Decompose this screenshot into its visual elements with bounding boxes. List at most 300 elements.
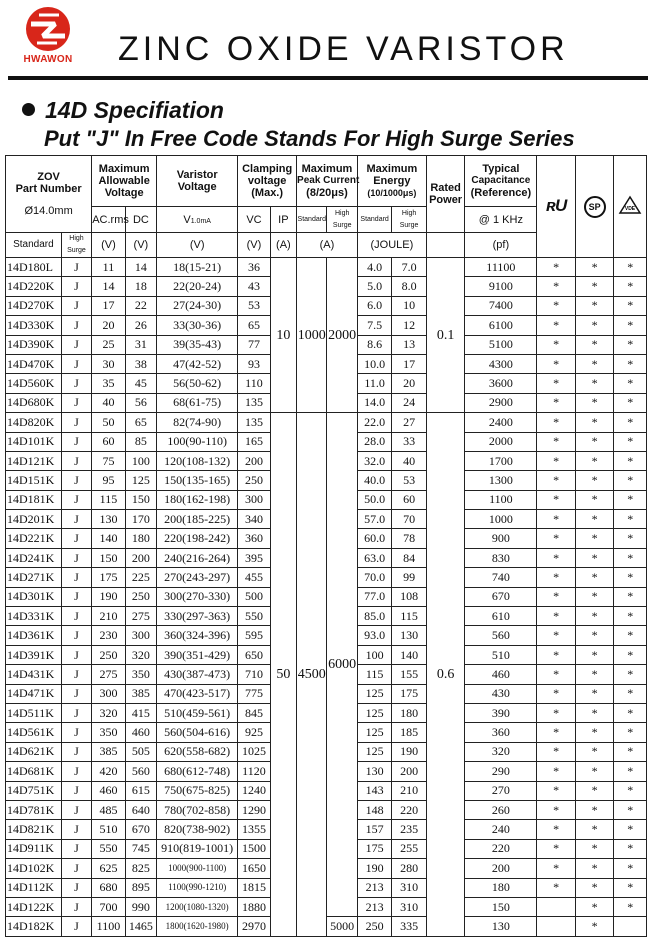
cell-cert-csa: * <box>575 296 614 315</box>
header-vc: VC <box>238 207 270 233</box>
cell-energy-high: 220 <box>392 800 426 819</box>
cell-part-number: 14D781K <box>6 800 62 819</box>
cell-part-number: 14D182K <box>6 917 62 936</box>
cell-capacitance: 2400 <box>465 413 537 432</box>
header-max-voltage-l2: Allowable <box>98 175 150 187</box>
cell-cert-csa: * <box>575 432 614 451</box>
cell-dc: 415 <box>125 703 156 722</box>
cell-peak-high: 5000 <box>327 917 357 936</box>
cell-cert-ul: * <box>537 762 576 781</box>
header-part-number-label: Part Number <box>15 183 82 195</box>
cell-energy-high: 210 <box>392 781 426 800</box>
unit-ac: (V) <box>92 233 125 258</box>
cell-capacitance: 3600 <box>465 374 537 393</box>
bullet-icon <box>22 103 35 116</box>
cell-cert-csa: * <box>575 510 614 529</box>
cell-capacitance: 270 <box>465 781 537 800</box>
cell-vc: 43 <box>238 277 270 296</box>
cell-capacitance: 560 <box>465 626 537 645</box>
cell-high-surge-code: J <box>61 839 91 858</box>
header-energy-high-l2: Surge <box>399 221 419 229</box>
cell-cert-vde: * <box>614 393 647 412</box>
cell-energy-high: 280 <box>392 859 426 878</box>
cell-varistor-voltage: 820(738-902) <box>157 820 238 839</box>
cell-ac-rms: 35 <box>92 374 125 393</box>
cell-cert-vde: * <box>614 568 647 587</box>
unit-capacitance: (pf) <box>465 233 537 258</box>
cell-cert-ul: * <box>537 684 576 703</box>
cell-energy-standard: 148 <box>357 800 391 819</box>
cell-capacitance: 610 <box>465 607 537 626</box>
cell-ac-rms: 115 <box>92 490 125 509</box>
cell-energy-high: 108 <box>392 587 426 606</box>
cell-capacitance: 130 <box>465 917 537 936</box>
cell-energy-high: 10 <box>392 296 426 315</box>
cell-part-number: 14D180L <box>6 258 62 277</box>
cell-high-surge-code: J <box>61 645 91 664</box>
header-peak-l3: (8/20μs) <box>306 187 348 199</box>
cell-ac-rms: 420 <box>92 762 125 781</box>
cell-energy-high: 12 <box>392 316 426 335</box>
cell-dc: 31 <box>125 335 156 354</box>
cell-cert-csa: * <box>575 354 614 373</box>
cell-high-surge-code: J <box>61 316 91 335</box>
cell-dc: 385 <box>125 684 156 703</box>
cell-part-number: 14D330K <box>6 316 62 335</box>
cell-cert-vde: * <box>614 413 647 432</box>
header-energy-high <box>392 207 426 233</box>
cell-vc: 595 <box>238 626 270 645</box>
cell-energy-standard: 5.0 <box>357 277 391 296</box>
cell-cert-csa: * <box>575 277 614 296</box>
cell-capacitance: 200 <box>465 859 537 878</box>
cell-energy-high: 20 <box>392 374 426 393</box>
cell-cert-ul: * <box>537 626 576 645</box>
header-varistor-voltage <box>157 156 238 207</box>
cell-capacitance: 2000 <box>465 432 537 451</box>
unit-dc: (V) <box>125 233 156 258</box>
cell-ac-rms: 95 <box>92 471 125 490</box>
cell-vc: 200 <box>238 451 270 470</box>
cell-cert-ul: * <box>537 510 576 529</box>
cell-ac-rms: 14 <box>92 277 125 296</box>
cell-cert-vde: * <box>614 645 647 664</box>
cell-part-number: 14D820K <box>6 413 62 432</box>
cell-varistor-voltage: 1100(990-1210) <box>157 878 238 897</box>
header-energy-standard: Standard <box>357 207 391 233</box>
vde-cert-icon <box>618 195 642 215</box>
cell-cert-ul: * <box>537 296 576 315</box>
cell-part-number: 14D221K <box>6 529 62 548</box>
cell-cert-csa: * <box>575 413 614 432</box>
cell-vc: 36 <box>238 258 270 277</box>
cell-energy-high: 78 <box>392 529 426 548</box>
cell-high-surge-code: J <box>61 878 91 897</box>
cell-cert-vde: * <box>614 742 647 761</box>
cell-dc: 670 <box>125 820 156 839</box>
cell-ac-rms: 25 <box>92 335 125 354</box>
cell-high-surge-code: J <box>61 859 91 878</box>
cell-ac-rms: 320 <box>92 703 125 722</box>
cell-cert-csa: * <box>575 800 614 819</box>
cell-capacitance: 2900 <box>465 393 537 412</box>
cell-cert-ul: * <box>537 723 576 742</box>
cell-vc: 1815 <box>238 878 270 897</box>
cell-high-surge-code: J <box>61 762 91 781</box>
header-clamping-l3: (Max.) <box>251 187 284 199</box>
cell-varistor-voltage: 750(675-825) <box>157 781 238 800</box>
header-max-voltage-l3: Voltage <box>104 187 144 199</box>
cell-cert-vde: * <box>614 859 647 878</box>
cell-dc: 895 <box>125 878 156 897</box>
cell-cert-ul: * <box>537 471 576 490</box>
cell-energy-high: 84 <box>392 548 426 567</box>
cell-cert-csa: * <box>575 781 614 800</box>
cell-high-surge-code: J <box>61 568 91 587</box>
header-peak-high-l2: Surge <box>332 221 352 229</box>
cell-capacitance: 740 <box>465 568 537 587</box>
cell-high-surge-code: J <box>61 471 91 490</box>
cell-vc: 1880 <box>238 897 270 916</box>
cell-varistor-voltage: 620(558-682) <box>157 742 238 761</box>
cell-capacitance: 320 <box>465 742 537 761</box>
header-v1ma-v: V <box>183 213 191 226</box>
cell-dc: 18 <box>125 277 156 296</box>
cell-cert-vde: * <box>614 820 647 839</box>
cell-energy-standard: 28.0 <box>357 432 391 451</box>
cell-high-surge-code: J <box>61 510 91 529</box>
cell-part-number: 14D390K <box>6 335 62 354</box>
cell-cert-vde: * <box>614 277 647 296</box>
cell-ac-rms: 40 <box>92 393 125 412</box>
cell-capacitance: 460 <box>465 665 537 684</box>
header-peak-high-l1: High <box>334 209 350 217</box>
cell-varistor-voltage: 120(108-132) <box>157 451 238 470</box>
cell-cert-vde: * <box>614 335 647 354</box>
cell-energy-high: 24 <box>392 393 426 412</box>
brand-logo <box>6 6 90 72</box>
cell-high-surge-code: J <box>61 277 91 296</box>
cell-peak-standard: 1000 <box>297 258 327 413</box>
unit-varistor: (V) <box>157 233 238 258</box>
cell-energy-high: 200 <box>392 762 426 781</box>
cell-ac-rms: 250 <box>92 645 125 664</box>
cell-ac-rms: 700 <box>92 897 125 916</box>
header-v1ma-sub: 1.0mA <box>190 217 211 225</box>
cell-ac-rms: 75 <box>92 451 125 470</box>
header-varistor-l1: Varistor <box>176 169 218 181</box>
cell-high-surge-code: J <box>61 451 91 470</box>
spec-title <box>22 97 224 124</box>
cell-varistor-voltage: 510(459-561) <box>157 703 238 722</box>
cell-cert-ul: * <box>537 335 576 354</box>
header-ip: IP <box>270 207 296 233</box>
cell-part-number: 14D151K <box>6 471 62 490</box>
cell-ac-rms: 300 <box>92 684 125 703</box>
cell-high-surge-code: J <box>61 665 91 684</box>
cell-dc: 180 <box>125 529 156 548</box>
cell-cert-vde: * <box>614 316 647 335</box>
cell-high-surge-code: J <box>61 413 91 432</box>
cell-varistor-voltage: 910(819-1001) <box>157 839 238 858</box>
cell-vc: 53 <box>238 296 270 315</box>
cell-high-surge-code: J <box>61 354 91 373</box>
cell-cert-ul: * <box>537 878 576 897</box>
header-ac-rms: AC.rms <box>92 207 125 233</box>
header-energy-l3: (10/1000μs) <box>367 188 417 198</box>
cell-dc: 615 <box>125 781 156 800</box>
cell-capacitance: 670 <box>465 587 537 606</box>
cell-dc: 85 <box>125 432 156 451</box>
cell-dc: 745 <box>125 839 156 858</box>
cell-cert-ul: * <box>537 820 576 839</box>
cell-varistor-voltage: 1000(900-1100) <box>157 859 238 878</box>
cell-energy-high: 7.0 <box>392 258 426 277</box>
cell-cert-ul: * <box>537 413 576 432</box>
cell-ac-rms: 60 <box>92 432 125 451</box>
cell-part-number: 14D181K <box>6 490 62 509</box>
cell-high-surge-code: J <box>61 820 91 839</box>
cell-cert-csa: * <box>575 762 614 781</box>
cell-energy-high: 155 <box>392 665 426 684</box>
cell-high-surge-code: J <box>61 607 91 626</box>
cell-part-number: 14D101K <box>6 432 62 451</box>
cell-high-surge-code: J <box>61 490 91 509</box>
cell-energy-standard: 50.0 <box>357 490 391 509</box>
cell-cert-csa: * <box>575 742 614 761</box>
cell-ac-rms: 350 <box>92 723 125 742</box>
cell-energy-standard: 125 <box>357 703 391 722</box>
cell-cert-ul: * <box>537 781 576 800</box>
cell-dc: 200 <box>125 548 156 567</box>
cell-vc: 360 <box>238 529 270 548</box>
cell-cert-vde: * <box>614 374 647 393</box>
unit-ip: (A) <box>270 233 296 258</box>
cell-capacitance: 1700 <box>465 451 537 470</box>
cell-energy-high: 8.0 <box>392 277 426 296</box>
cell-cert-csa: * <box>575 258 614 277</box>
cell-vc: 395 <box>238 548 270 567</box>
cell-energy-standard: 213 <box>357 878 391 897</box>
cell-cert-csa: * <box>575 568 614 587</box>
cell-high-surge-code: J <box>61 684 91 703</box>
cell-part-number: 14D270K <box>6 296 62 315</box>
cell-varistor-voltage: 200(185-225) <box>157 510 238 529</box>
header-high-surge-l2: Surge <box>67 247 86 254</box>
cell-dc: 150 <box>125 490 156 509</box>
cell-energy-standard: 250 <box>357 917 391 936</box>
header-energy-l2: Energy <box>373 175 411 187</box>
cell-ac-rms: 150 <box>92 548 125 567</box>
cell-dc: 640 <box>125 800 156 819</box>
header-rated-power <box>426 156 465 233</box>
cell-cert-csa: * <box>575 335 614 354</box>
cell-high-surge-code: J <box>61 258 91 277</box>
cell-high-surge-code: J <box>61 432 91 451</box>
cell-part-number: 14D470K <box>6 354 62 373</box>
cell-cert-csa: * <box>575 316 614 335</box>
cell-energy-standard: 125 <box>357 723 391 742</box>
cell-capacitance: 5100 <box>465 335 537 354</box>
cell-energy-standard: 125 <box>357 742 391 761</box>
cell-cert-vde: * <box>614 723 647 742</box>
ul-cert-icon: ʀU <box>545 195 567 215</box>
cell-part-number: 14D391K <box>6 645 62 664</box>
cell-ac-rms: 17 <box>92 296 125 315</box>
cell-peak-high: 2000 <box>327 258 357 413</box>
cell-ac-rms: 385 <box>92 742 125 761</box>
header-energy-l1: Maximum <box>366 163 418 175</box>
spec-subtitle: Put "J" In Free Code Stands For High Surge Series <box>44 126 575 151</box>
cell-varistor-voltage: 1800(1620-1980) <box>157 917 238 936</box>
cell-cert-csa: * <box>575 451 614 470</box>
cell-energy-standard: 60.0 <box>357 529 391 548</box>
cell-capacitance: 1000 <box>465 510 537 529</box>
cell-energy-standard: 115 <box>357 665 391 684</box>
cell-high-surge-code: J <box>61 897 91 916</box>
cell-part-number: 14D471K <box>6 684 62 703</box>
cell-ac-rms: 230 <box>92 626 125 645</box>
unit-energy: (JOULE) <box>357 233 426 258</box>
cell-energy-high: 185 <box>392 723 426 742</box>
cell-ac-rms: 1100 <box>92 917 125 936</box>
cell-varistor-voltage: 18(15-21) <box>157 258 238 277</box>
cell-varistor-voltage: 780(702-858) <box>157 800 238 819</box>
cell-high-surge-code: J <box>61 917 91 936</box>
cell-cert-ul: * <box>537 568 576 587</box>
cell-vc: 455 <box>238 568 270 587</box>
cell-cert-csa: * <box>575 374 614 393</box>
cell-part-number: 14D112K <box>6 878 62 897</box>
cell-vc: 845 <box>238 703 270 722</box>
cell-varistor-voltage: 360(324-396) <box>157 626 238 645</box>
cell-rated-power: 0.1 <box>426 258 465 413</box>
cell-energy-standard: 100 <box>357 645 391 664</box>
cell-high-surge-code: J <box>61 800 91 819</box>
cell-cert-ul: * <box>537 374 576 393</box>
cell-vc: 500 <box>238 587 270 606</box>
cell-cert-csa: * <box>575 645 614 664</box>
cell-high-surge-code: J <box>61 296 91 315</box>
cell-vc: 250 <box>238 471 270 490</box>
cell-cert-vde: * <box>614 451 647 470</box>
cell-vc: 775 <box>238 684 270 703</box>
cell-cert-vde <box>614 917 647 936</box>
cell-high-surge-code: J <box>61 723 91 742</box>
cell-cert-vde: * <box>614 839 647 858</box>
header-peak-l2: Peak Current <box>297 175 360 186</box>
cell-energy-high: 310 <box>392 878 426 897</box>
cell-vc: 1355 <box>238 820 270 839</box>
cell-vc: 1290 <box>238 800 270 819</box>
cell-vc: 77 <box>238 335 270 354</box>
cell-dc: 505 <box>125 742 156 761</box>
cell-rated-power: 0.6 <box>426 413 465 937</box>
header-varistor-l2: Voltage <box>177 181 217 193</box>
header-clamping <box>238 156 297 207</box>
spec-table <box>5 155 647 937</box>
header-energy-high-l1: High <box>401 209 417 217</box>
cell-energy-high: 235 <box>392 820 426 839</box>
cell-dc: 26 <box>125 316 156 335</box>
header-diameter: Ø14.0mm <box>24 205 73 217</box>
cell-dc: 22 <box>125 296 156 315</box>
cell-cert-csa: * <box>575 665 614 684</box>
cell-energy-high: 130 <box>392 626 426 645</box>
cell-energy-standard: 14.0 <box>357 393 391 412</box>
header-freq: @ 1 KHz <box>465 207 537 233</box>
cell-ac-rms: 140 <box>92 529 125 548</box>
header-part-number <box>6 156 92 233</box>
header-zov: ZOV <box>37 171 60 183</box>
cell-capacitance: 510 <box>465 645 537 664</box>
cell-ac-rms: 625 <box>92 859 125 878</box>
brand-name: HWAWON <box>23 54 73 65</box>
cell-vc: 1500 <box>238 839 270 858</box>
cell-part-number: 14D301K <box>6 587 62 606</box>
cell-dc: 320 <box>125 645 156 664</box>
cell-cert-vde: * <box>614 607 647 626</box>
cell-cert-vde: * <box>614 432 647 451</box>
cell-cert-ul: * <box>537 645 576 664</box>
cell-vc: 300 <box>238 490 270 509</box>
cell-high-surge-code: J <box>61 781 91 800</box>
cell-dc: 1465 <box>125 917 156 936</box>
cell-varistor-voltage: 22(20-24) <box>157 277 238 296</box>
cell-capacitance: 1300 <box>465 471 537 490</box>
cell-energy-standard: 4.0 <box>357 258 391 277</box>
cell-capacitance: 830 <box>465 548 537 567</box>
cell-capacitance: 290 <box>465 762 537 781</box>
cell-ac-rms: 50 <box>92 413 125 432</box>
cell-part-number: 14D680K <box>6 393 62 412</box>
table-row <box>6 413 647 432</box>
cell-dc: 460 <box>125 723 156 742</box>
header-power-l2: Power <box>429 194 463 206</box>
cell-varistor-voltage: 560(504-616) <box>157 723 238 742</box>
cell-part-number: 14D121K <box>6 451 62 470</box>
cell-capacitance: 1100 <box>465 490 537 509</box>
cell-vc: 135 <box>238 393 270 412</box>
cell-varistor-voltage: 27(24-30) <box>157 296 238 315</box>
cell-ac-rms: 550 <box>92 839 125 858</box>
cell-ip: 50 <box>270 413 296 937</box>
cell-capacitance: 4300 <box>465 354 537 373</box>
cell-capacitance: 260 <box>465 800 537 819</box>
cell-capacitance: 360 <box>465 723 537 742</box>
cell-dc: 300 <box>125 626 156 645</box>
cell-energy-high: 99 <box>392 568 426 587</box>
cell-varistor-voltage: 470(423-517) <box>157 684 238 703</box>
cell-cert-vde: * <box>614 897 647 916</box>
cell-varistor-voltage: 270(243-297) <box>157 568 238 587</box>
cell-cert-ul: * <box>537 258 576 277</box>
unit-power <box>426 233 465 258</box>
cell-cert-ul: * <box>537 354 576 373</box>
hwawon-logo-icon <box>25 6 71 52</box>
vde-cert-text: VDE <box>625 206 636 212</box>
cell-cert-ul: * <box>537 742 576 761</box>
cell-cert-vde: * <box>614 548 647 567</box>
cell-high-surge-code: J <box>61 703 91 722</box>
cell-varistor-voltage: 1200(1080-1320) <box>157 897 238 916</box>
cell-part-number: 14D511K <box>6 703 62 722</box>
cell-energy-standard: 77.0 <box>357 587 391 606</box>
cell-vc: 1240 <box>238 781 270 800</box>
cell-cert-ul: * <box>537 703 576 722</box>
cell-cert-ul <box>537 897 576 916</box>
header-high-surge <box>61 233 91 258</box>
